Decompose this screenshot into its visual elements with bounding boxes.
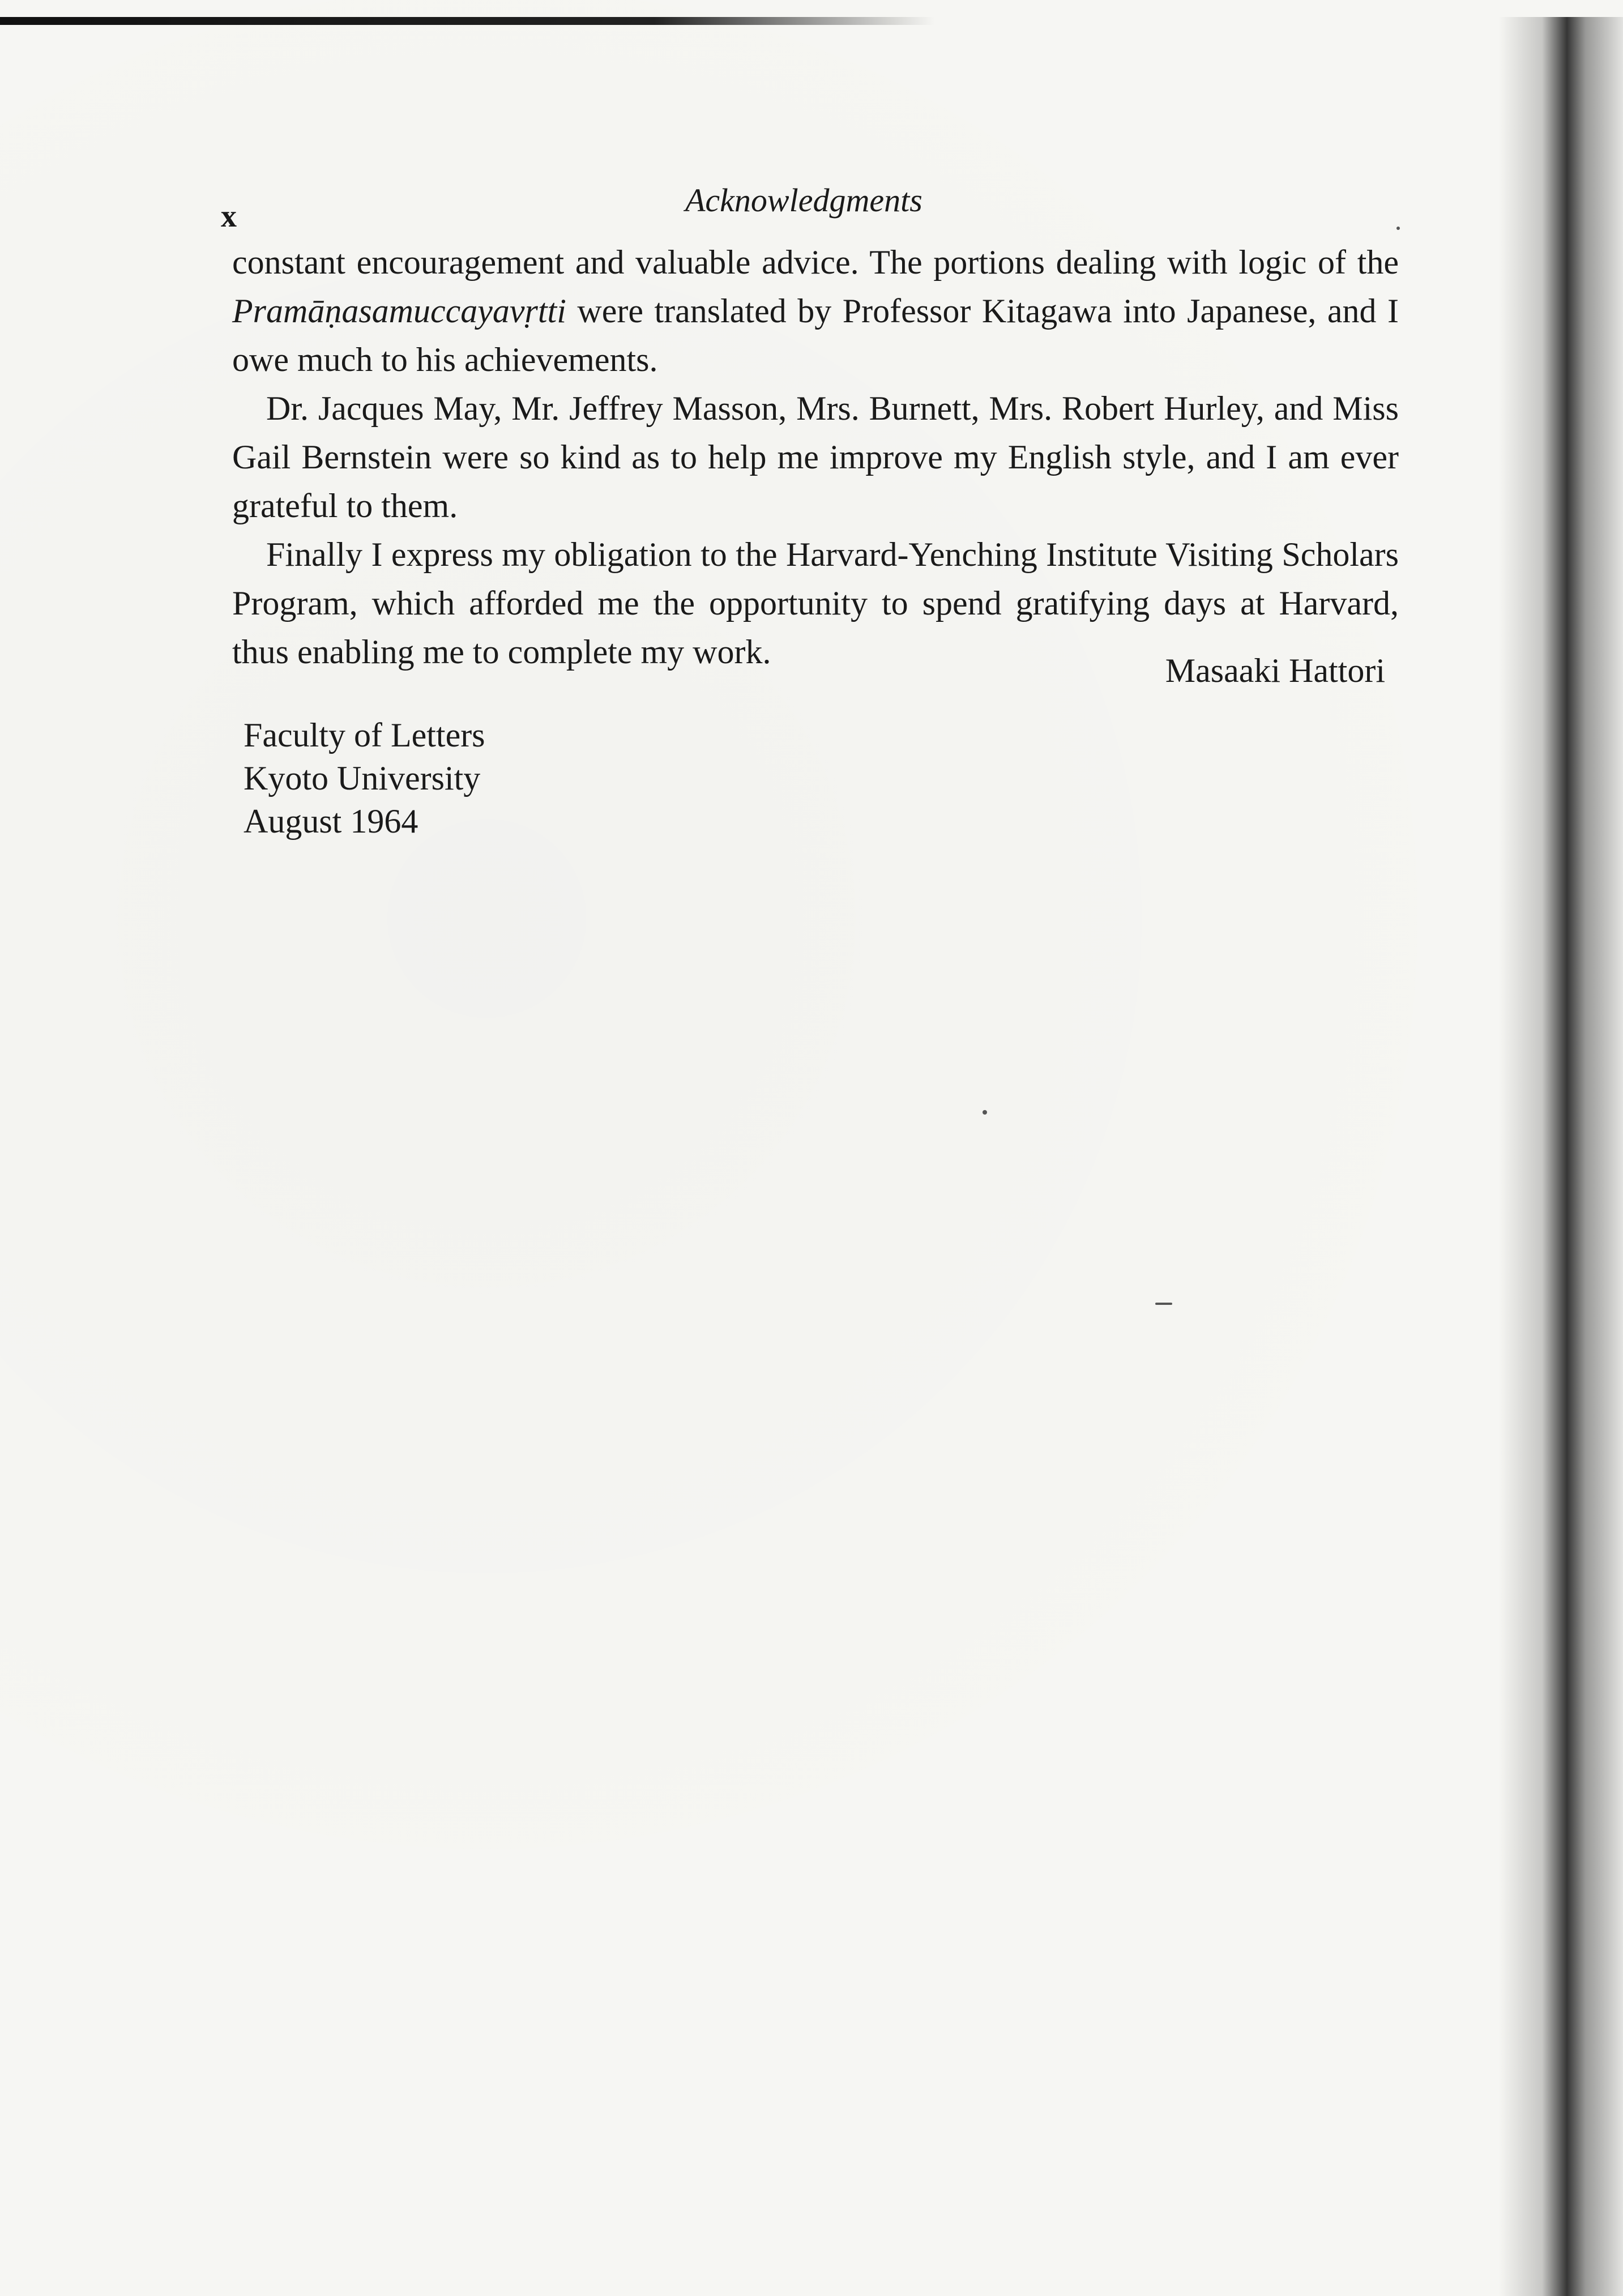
affiliation-university: Kyoto University xyxy=(244,759,481,797)
page-number: x xyxy=(221,199,237,234)
paragraph-1-after: were translated by Professor Kitagawa into Japanese, and I owe much to his achievements. xyxy=(232,292,1399,378)
top-scan-edge xyxy=(0,17,934,25)
affiliation-date: August 1964 xyxy=(244,803,418,840)
paragraph-2: Dr. Jacques May, Mr. Jeffrey Masson, Mrs. Burnett, Mrs. Robert Hurley, and Miss Gail Bernstein were so kind as to help me improve my English style, and I am ever grateful to them. xyxy=(232,390,1399,524)
scan-speck xyxy=(1155,1303,1172,1305)
running-head xyxy=(221,181,1399,232)
author-affiliation xyxy=(244,714,485,843)
right-scan-shadow xyxy=(1498,17,1623,2296)
paragraph-1 xyxy=(232,238,1399,384)
running-head-title: Acknowledgments xyxy=(685,182,922,219)
paragraph-3: Finally I express my obligation to the Harvard-Yenching Institute Visiting Scholars Program, which afforded me the opportunity to spend gratifying days at Harvard, thus enabling me to complete my work. xyxy=(232,536,1399,671)
work-title-italic: Pramāṇasamuccayavṛtti xyxy=(232,292,566,330)
scan-speck xyxy=(983,1110,987,1115)
body-text xyxy=(232,238,1399,676)
affiliation-faculty: Faculty of Letters xyxy=(244,716,485,754)
author-signature: Masaaki Hattori xyxy=(1165,652,1385,689)
paragraph-1-before: constant encouragement and valuable advice. The portions dealing with logic of the xyxy=(232,244,1399,281)
scan-speck xyxy=(1396,227,1400,230)
